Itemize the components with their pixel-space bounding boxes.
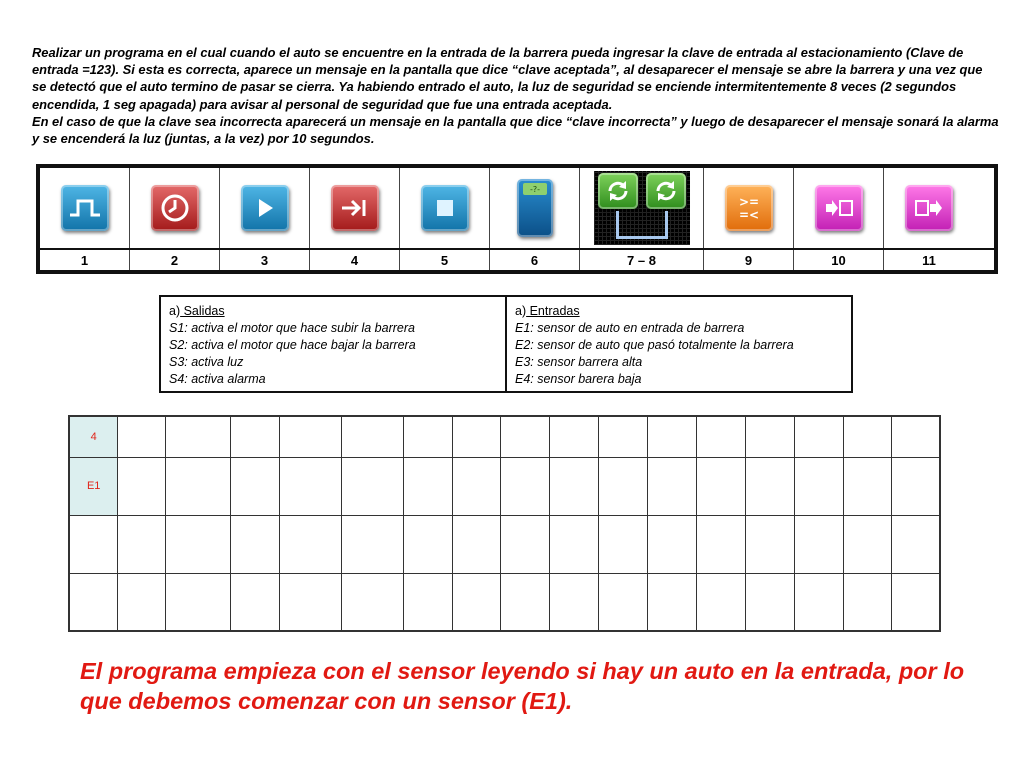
icon-cell-5	[400, 168, 490, 248]
timer-icon	[151, 185, 199, 231]
icon-row	[40, 168, 994, 250]
icon-number: 7 – 8	[580, 250, 704, 270]
icon-number: 1	[40, 250, 130, 270]
salidas-title: Salidas	[180, 304, 225, 318]
grid-cell[interactable]	[280, 573, 342, 631]
grid-cell[interactable]	[696, 457, 745, 515]
entrada-item: E3: sensor barrera alta	[515, 355, 643, 369]
grid-cell[interactable]	[403, 573, 452, 631]
icon-number: 5	[400, 250, 490, 270]
grid-cell[interactable]	[794, 573, 843, 631]
loop-bracket	[616, 211, 668, 239]
instructions-block	[32, 44, 1000, 147]
play-icon	[241, 185, 289, 231]
grid-cell[interactable]	[280, 457, 342, 515]
grid-cell[interactable]	[452, 515, 501, 573]
grid-cell[interactable]	[648, 573, 697, 631]
grid-cell[interactable]	[794, 515, 843, 573]
entrada-item: E4: sensor barera baja	[515, 372, 642, 386]
entrada-item: E1: sensor de auto en entrada de barrera	[515, 321, 745, 335]
grid-cell[interactable]	[231, 416, 280, 457]
grid-cell[interactable]	[745, 416, 794, 457]
icon-reference-table	[36, 164, 998, 274]
program-grid	[68, 415, 941, 632]
grid-cell[interactable]	[501, 515, 550, 573]
grid-cell[interactable]	[599, 573, 648, 631]
icon-cell-7-8	[580, 168, 704, 248]
grid-row-3	[69, 515, 940, 573]
loop-icon-pair	[594, 171, 690, 245]
icon-number: 9	[704, 250, 794, 270]
grid-cell[interactable]	[648, 515, 697, 573]
icon-cell-2	[130, 168, 220, 248]
grid-cell[interactable]	[118, 573, 166, 631]
grid-cell[interactable]	[648, 457, 697, 515]
icon-cell-11	[884, 168, 974, 248]
grid-cell[interactable]	[550, 457, 599, 515]
grid-cell[interactable]	[501, 573, 550, 631]
entradas-heading	[515, 303, 843, 320]
grid-cell[interactable]	[280, 416, 342, 457]
salidas-column	[161, 297, 505, 391]
svg-text:=<: =<	[738, 208, 759, 222]
instructions-paragraph-1: Realizar un programa en el cual cuando el auto se encuentre en la entrada de la barrera pueda ingresar la clave de entrada al estacionamiento (Clave de entrada =123). Si esta es correcta, aparece un mensaje en la pantalla que dice “clave aceptada”, al desaparecer el mensaje se abre la barrera y una vez que se detectó que el auto termino de pasar se cierra. Ya habiendo entrado el auto, la luz de seguridad se enciende intermitentemente 8 veces (2 segundos encendida, 1 seg apagada) para avisar al personal de seguridad que fue una entrada aceptada.	[32, 45, 983, 112]
grid-cell[interactable]	[745, 573, 794, 631]
grid-cell[interactable]	[118, 457, 166, 515]
loop-end-icon	[646, 173, 686, 209]
grid-cell[interactable]	[452, 416, 501, 457]
icon-cell-4	[310, 168, 400, 248]
grid-cell[interactable]	[794, 457, 843, 515]
entradas-title: Entradas	[526, 304, 580, 318]
icon-number: 6	[490, 250, 580, 270]
grid-cell[interactable]	[231, 515, 280, 573]
icon-cell-6	[490, 168, 580, 248]
grid-cell[interactable]	[696, 515, 745, 573]
grid-cell[interactable]	[599, 515, 648, 573]
grid-cell[interactable]	[843, 573, 892, 631]
icon-number: 4	[310, 250, 400, 270]
icon-cell-9	[704, 168, 794, 248]
grid-cell[interactable]	[892, 457, 940, 515]
salida-item: S1: activa el motor que hace subir la barrera	[169, 321, 415, 335]
grid-cell[interactable]	[341, 573, 403, 631]
grid-cell[interactable]	[452, 573, 501, 631]
svg-text:>=: >=	[738, 195, 759, 209]
icon-number: 3	[220, 250, 310, 270]
instructions-paragraph-2: En el caso de que la clave sea incorrecta aparecerá un mensaje en la pantalla que dice “clave incorrecta” y luego de desaparecer el mensaje sonará la alarma y se encenderá la luz (juntas, a la vez) por 10 segundos.	[32, 113, 999, 147]
grid-cell[interactable]	[501, 457, 550, 515]
entradas-prefix: a)	[515, 304, 527, 318]
grid-label-step: 4	[69, 416, 118, 457]
io-table	[159, 295, 853, 393]
grid-cell[interactable]	[843, 515, 892, 573]
grid-row-2	[69, 457, 940, 515]
icon-number: 10	[794, 250, 884, 270]
grid-cell[interactable]	[550, 416, 599, 457]
grid-cell[interactable]	[166, 457, 231, 515]
salida-item: S2: activa el motor que hace bajar la barrera	[169, 338, 416, 352]
grid-cell[interactable]	[341, 515, 403, 573]
input-arrow-icon	[905, 185, 953, 231]
grid-row-4	[69, 573, 940, 631]
icon-cell-10	[794, 168, 884, 248]
grid-cell[interactable]	[403, 416, 452, 457]
grid-row-1	[69, 416, 940, 457]
pulse-icon	[61, 185, 109, 231]
grid-label-e1: E1	[69, 457, 118, 515]
salidas-prefix: a)	[169, 304, 181, 318]
grid-cell[interactable]	[892, 515, 940, 573]
grid-cell[interactable]	[550, 573, 599, 631]
loop-start-icon	[598, 173, 638, 209]
entrada-item: E2: sensor de auto que pasó totalmente la barrera	[515, 338, 794, 352]
grid-cell[interactable]	[231, 573, 280, 631]
grid-cell[interactable]	[341, 416, 403, 457]
grid-cell[interactable]	[166, 573, 231, 631]
grid-cell[interactable]	[403, 457, 452, 515]
grid-cell[interactable]	[166, 416, 231, 457]
compare-icon	[725, 185, 773, 231]
grid-cell[interactable]	[231, 457, 280, 515]
grid-cell[interactable]	[452, 457, 501, 515]
grid-cell[interactable]	[166, 515, 231, 573]
grid-cell[interactable]	[892, 573, 940, 631]
grid-cell[interactable]	[599, 457, 648, 515]
salida-item: S3: activa luz	[169, 355, 244, 369]
grid-cell[interactable]	[550, 515, 599, 573]
icon-number: 11	[922, 252, 936, 268]
grid-cell[interactable]	[696, 573, 745, 631]
stop-icon	[421, 185, 469, 231]
grid-cell[interactable]	[118, 416, 166, 457]
number-row	[40, 250, 994, 270]
grid-cell[interactable]	[599, 416, 648, 457]
grid-cell[interactable]	[745, 515, 794, 573]
icon-cell-3	[220, 168, 310, 248]
grid-cell[interactable]	[69, 515, 118, 573]
grid-cell[interactable]	[843, 457, 892, 515]
grid-cell[interactable]	[843, 416, 892, 457]
grid-cell[interactable]	[501, 416, 550, 457]
grid-cell[interactable]	[745, 457, 794, 515]
grid-cell[interactable]	[280, 515, 342, 573]
entradas-column	[505, 297, 851, 391]
icon-cell-1	[40, 168, 130, 248]
salidas-heading	[169, 303, 497, 320]
skip-end-icon	[331, 185, 379, 231]
grid-cell[interactable]	[403, 515, 452, 573]
salida-item: S4: activa alarma	[169, 372, 266, 386]
display-icon	[517, 179, 553, 237]
svg-text:-?-: -?-	[529, 185, 540, 194]
grid-cell[interactable]	[69, 573, 118, 631]
grid-cell[interactable]	[892, 416, 940, 457]
grid-cell[interactable]	[794, 416, 843, 457]
grid-cell[interactable]	[648, 416, 697, 457]
grid-cell[interactable]	[118, 515, 166, 573]
output-arrow-icon	[815, 185, 863, 231]
bottom-note: El programa empieza con el sensor leyendo si hay un auto en la entrada, por lo que debemos comenzar con un sensor (E1).	[80, 658, 965, 714]
grid-cell[interactable]	[341, 457, 403, 515]
grid-cell[interactable]	[696, 416, 745, 457]
icon-number: 2	[130, 250, 220, 270]
